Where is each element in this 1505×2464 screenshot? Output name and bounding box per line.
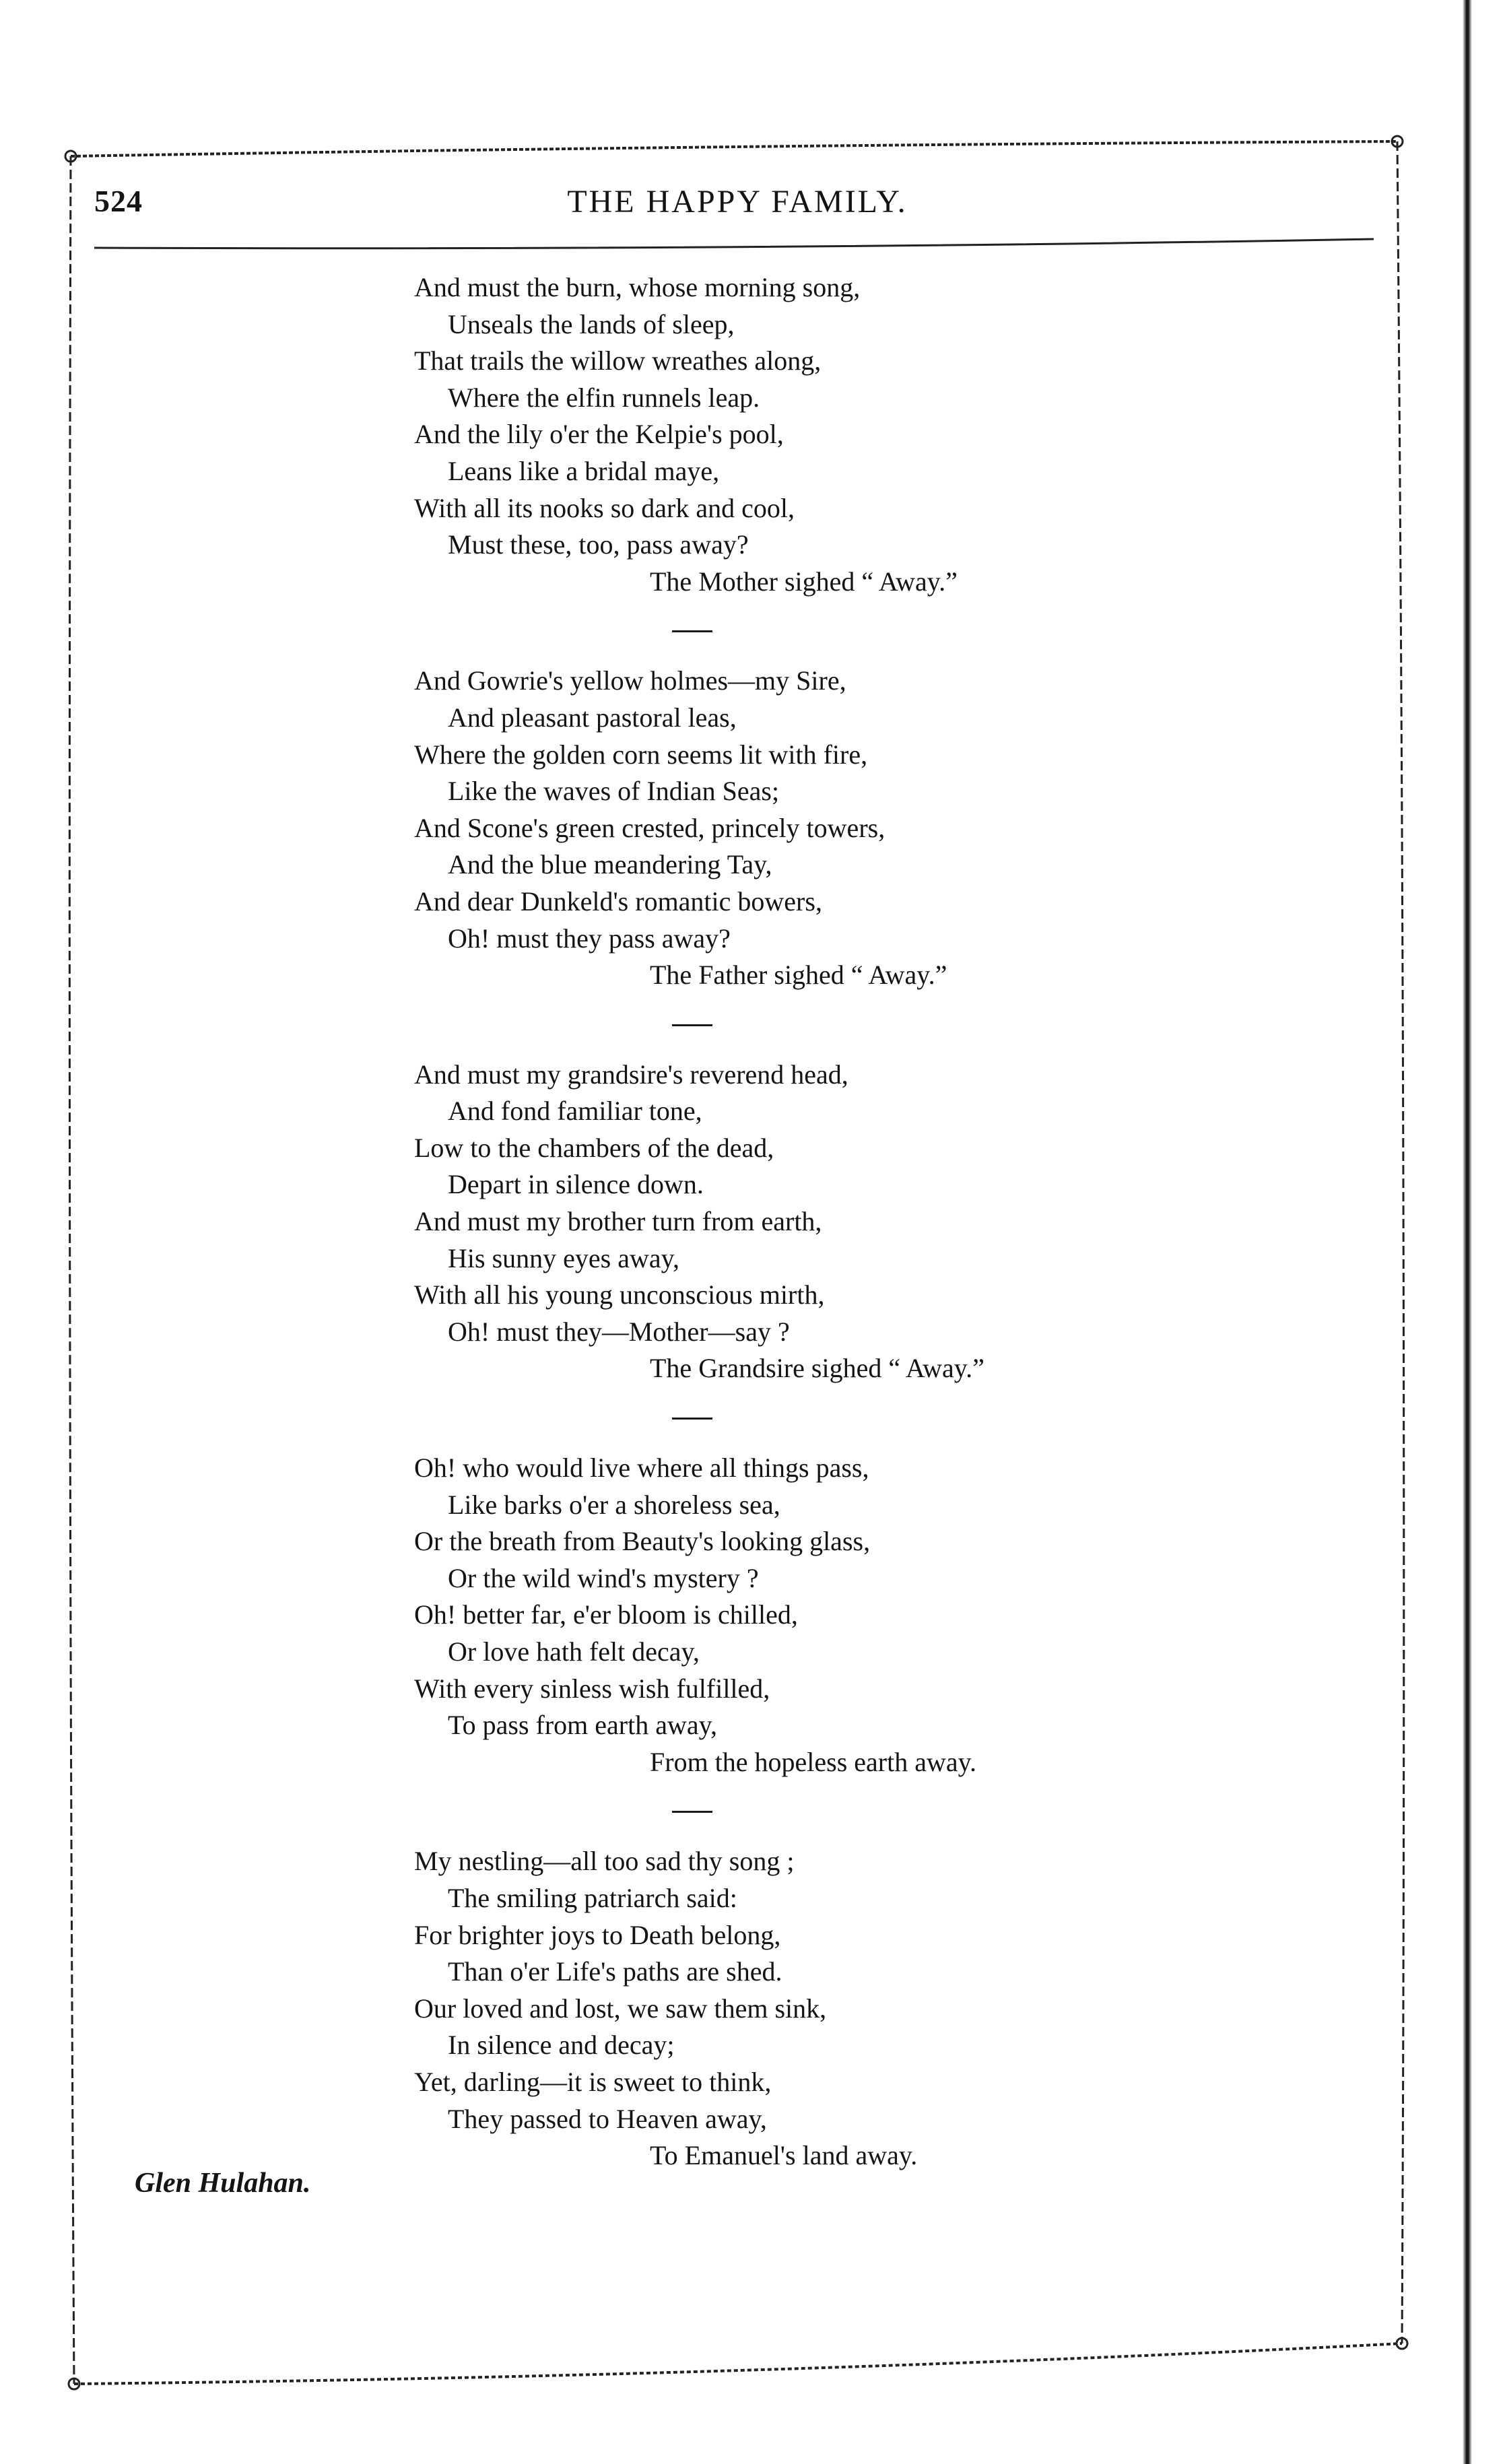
poem-line: Oh! must they—Mother—say ?	[448, 1316, 790, 1347]
book-spine-shadow	[1463, 0, 1472, 2464]
stanza	[414, 1057, 1357, 1387]
stanza	[414, 663, 1357, 993]
page-header	[94, 176, 1380, 230]
poem-line: The smiling patriarch said:	[448, 1882, 737, 1913]
poem-line: Where the golden corn seems lit with fire,	[414, 739, 868, 770]
refrain-line: The Grandsire sighed “ Away.”	[650, 1353, 984, 1384]
poem-line: And Scone's green crested, princely towers,	[414, 812, 885, 843]
poem-line: And pleasant pastoral leas,	[448, 702, 737, 733]
poem-line: That trails the willow wreathes along,	[414, 345, 822, 376]
refrain-line: The Father sighed “ Away.”	[650, 960, 947, 991]
poem-line: Oh! must they pass away?	[448, 923, 731, 954]
poem-line: And the lily o'er the Kelpie's pool,	[414, 419, 784, 450]
stanza-divider	[672, 630, 712, 632]
stanza	[414, 1450, 1357, 1780]
poem	[414, 269, 1357, 2174]
poem-line: Where the elfin runnels leap.	[448, 382, 760, 413]
poem-line: For brighter joys to Death belong,	[414, 1919, 781, 1950]
poem-line: Or the breath from Beauty's looking glass,	[414, 1526, 871, 1557]
poem-line: Or love hath felt decay,	[448, 1636, 700, 1667]
poem-line: Leans like a bridal maye,	[448, 455, 720, 486]
poem-line: His sunny eyes away,	[448, 1242, 680, 1273]
poem-line: And must the burn, whose morning song,	[414, 272, 861, 302]
poem-line: And fond familiar tone,	[448, 1096, 702, 1127]
border-right	[1397, 141, 1404, 2343]
poem-line: And must my brother turn from earth,	[414, 1206, 822, 1237]
border-left	[69, 156, 74, 2384]
poem-line: Yet, darling—it is sweet to think,	[414, 2066, 772, 2097]
poem-line: Must these, too, pass away?	[448, 529, 749, 560]
stanza-divider	[672, 1024, 712, 1026]
poem-line: And Gowrie's yellow holmes—my Sire,	[414, 665, 846, 696]
poem-line: My nestling—all too sad thy song ;	[414, 1846, 795, 1877]
stanza-divider	[672, 1811, 712, 1813]
border-top	[71, 141, 1397, 156]
poem-line: Or the wild wind's mystery ?	[448, 1562, 759, 1593]
poem-line: Like barks o'er a shoreless sea,	[448, 1489, 780, 1520]
running-title: THE HAPPY FAMILY.	[567, 184, 908, 220]
stanza	[414, 269, 1357, 600]
poem-line: Our loved and lost, we saw them sink,	[414, 1993, 827, 2024]
poem-line: Oh! who would live where all things pass,	[414, 1453, 869, 1484]
poem-line: Than o'er Life's paths are shed.	[448, 1956, 782, 1987]
author-signature: Glen Hulahan.	[135, 2168, 311, 2199]
poem-line: With all its nooks so dark and cool,	[414, 492, 795, 523]
stanza-divider	[672, 1418, 712, 1420]
poem-line: Like the waves of Indian Seas;	[448, 776, 780, 807]
border-bottom	[74, 2343, 1402, 2384]
poem-line: And must my grandsire's reverend head,	[414, 1059, 848, 1090]
poem-line: Low to the chambers of the dead,	[414, 1132, 774, 1163]
poem-line: And the blue meandering Tay,	[448, 849, 772, 880]
refrain-line: To Emanuel's land away.	[650, 2140, 918, 2171]
refrain-line: From the hopeless earth away.	[650, 1746, 977, 1777]
poem-line: They passed to Heaven away,	[448, 2103, 767, 2134]
poem-line: With all his young unconscious mirth,	[414, 1279, 825, 1310]
header-rule	[94, 239, 1374, 248]
poem-line: In silence and decay;	[448, 2030, 675, 2061]
poem-line: And dear Dunkeld's romantic bowers,	[414, 886, 822, 917]
poem-line: Oh! better far, e'er bloom is chilled,	[414, 1599, 798, 1630]
page-number: 524	[94, 184, 143, 218]
stanza	[414, 1843, 1357, 2174]
refrain-line: The Mother sighed “ Away.”	[650, 566, 958, 597]
poem-line: Depart in silence down.	[448, 1169, 704, 1200]
poem-line: Unseals the lands of sleep,	[448, 308, 735, 339]
poem-line: To pass from earth away,	[448, 1710, 718, 1741]
poem-line: With every sinless wish fulfilled,	[414, 1673, 770, 1704]
